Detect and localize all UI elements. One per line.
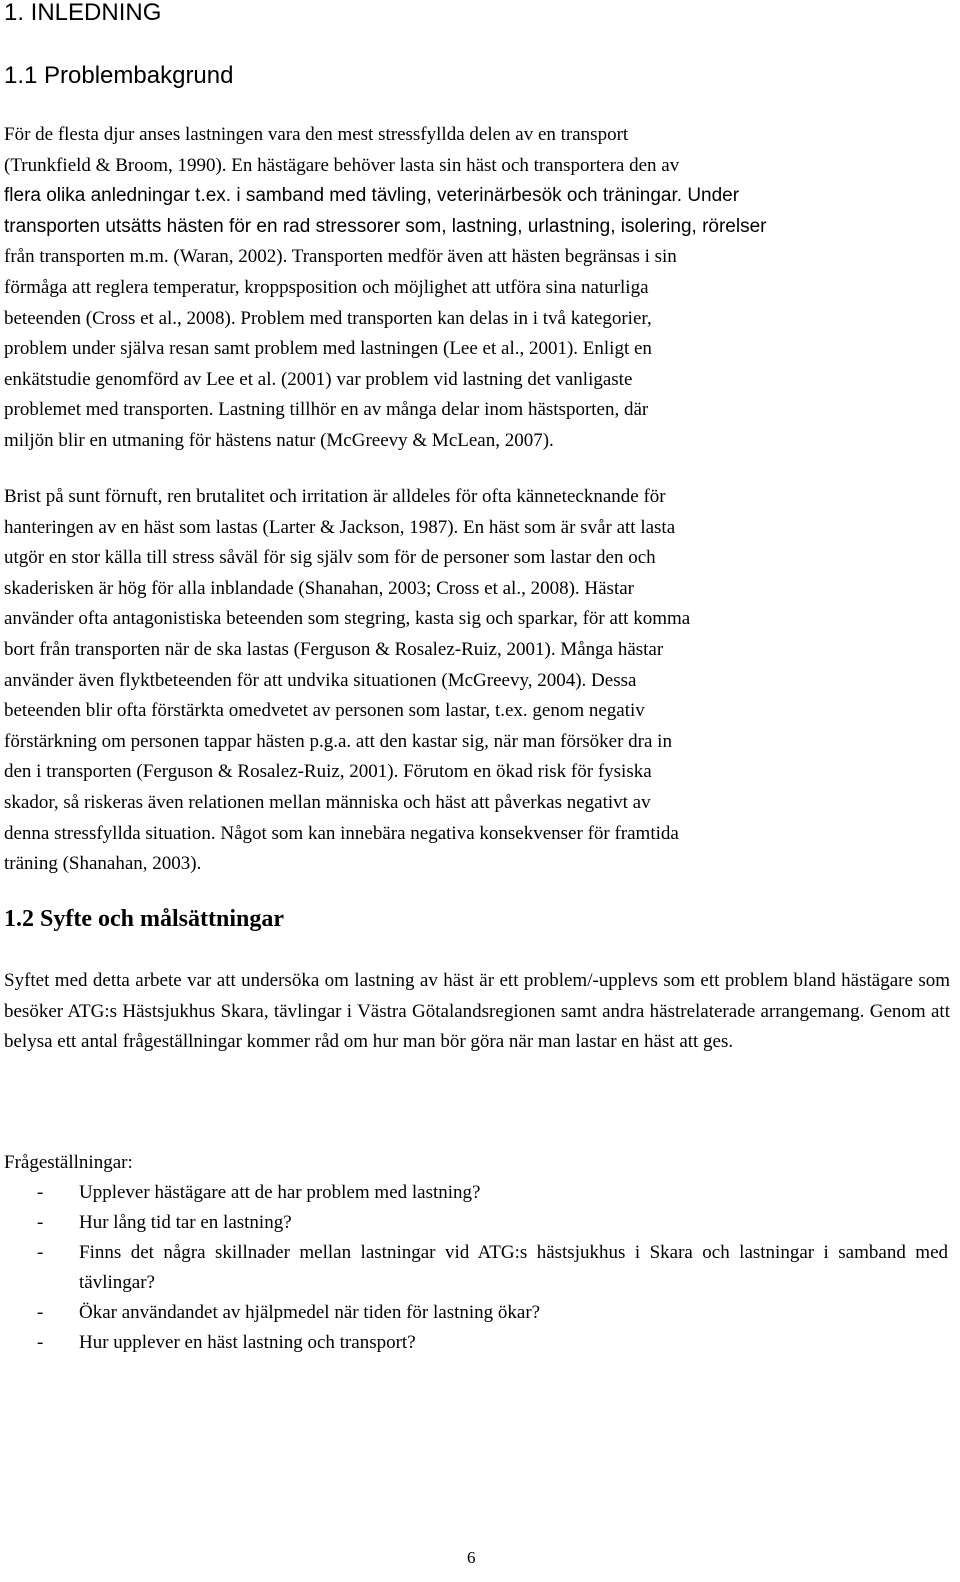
- dash-bullet: -: [37, 1332, 44, 1354]
- question-text: Finns det några skillnader mellan lastningar vid ATG:s hästsjukhus i Skara och lastningar i samband med tävlingar?: [79, 1242, 948, 1294]
- text-line: förmåga att reglera temperatur, kroppsposition och möjlighet att utföra sina naturliga: [4, 276, 649, 298]
- text-line: använder ofta antagonistiska beteenden som stegring, kasta sig och sparkar, för att komma: [4, 608, 691, 630]
- text-line: hanteringen av en häst som lastas (Larter & Jackson, 1987). En häst som är svår att lasta: [4, 516, 676, 538]
- text-line: från transporten m.m. (Waran, 2002). Transporten medför även att hästen begränsas i sin: [4, 246, 677, 268]
- paragraph-syfte: Syftet med detta arbete var att undersöka om lastning av häst är ett problem/-upplevs som ett problem bland hästägare som besöker ATG:s Hästsjukhus Skara, tävlingar i Västra Götalandsregionen samt andra hästrelaterade arrangemang. Genom att belysa ett antal frågeställningar kommer råd om hur man bör göra när man lastar en häst att ges.: [4, 970, 950, 1053]
- paragraph-lastning-problem: [4, 482, 950, 880]
- dash-bullet: -: [37, 1212, 44, 1234]
- dash-bullet: -: [37, 1302, 44, 1324]
- text-line: (Trunkfield & Broom, 1990). En hästägare behöver lasta sin häst och transportera den av: [4, 154, 680, 176]
- page-number: 6: [467, 1548, 476, 1567]
- question-text: Upplever hästägare att de har problem med lastning?: [79, 1182, 481, 1203]
- list-item: [4, 1298, 948, 1328]
- questions-label: Frågeställningar:: [4, 1152, 133, 1173]
- text-line: För de flesta djur anses lastningen vara den mest stressfyllda delen av en transport: [4, 124, 629, 145]
- text-line: problem under själva resan samt problem med lastningen (Lee et al., 2001). Enligt en: [4, 338, 652, 360]
- text-line: förstärkning om personen tappar hästen p.g.a. att den kastar sig, när man försöker dra in: [4, 730, 672, 752]
- list-item: [4, 1238, 948, 1298]
- text-line: utgör en stor källa till stress såväl för sig själv som för de personer som lastar den och: [4, 547, 656, 569]
- dash-bullet: -: [37, 1182, 44, 1203]
- list-item: [4, 1328, 948, 1358]
- text-line: denna stressfyllda situation. Något som kan innebära negativa konsekvenser för framtida: [4, 822, 679, 844]
- text-line: miljön blir en utmaning för hästens natur (McGreevy & McLean, 2007).: [4, 429, 554, 451]
- question-text: Hur upplever en häst lastning och transport?: [79, 1332, 416, 1354]
- text-line: använder även flyktbeteenden för att undvika situationen (McGreevy, 2004). Dessa: [4, 669, 637, 691]
- text-line: enkätstudie genomförd av Lee et al. (2001) var problem vid lastning det vanligaste: [4, 368, 633, 390]
- questions-list: [4, 1178, 948, 1359]
- chapter-heading: 1. INLEDNING: [4, 0, 162, 26]
- question-text: Ökar användandet av hjälpmedel när tiden för lastning ökar?: [79, 1302, 541, 1324]
- text-line: skador, så riskeras även relationen mellan människa och häst att påverkas negativt av: [4, 791, 651, 813]
- dash-bullet: -: [37, 1242, 44, 1264]
- section-heading-syfte: 1.2 Syfte och målsättningar: [4, 906, 284, 932]
- text-line: beteenden (Cross et al., 2008). Problem med transporten kan delas in i två kategorier,: [4, 307, 652, 329]
- question-text: Hur lång tid tar en lastning?: [79, 1212, 292, 1234]
- text-line: beteenden blir ofta förstärkta omedvetet av personen som lastar, t.ex. genom negativ: [4, 700, 645, 722]
- text-line: transporten utsätts hästen för en rad stressorer som, lastning, urlastning, isolering, rörelser: [4, 215, 767, 237]
- text-line: den i transporten (Ferguson & Rosalez-Ruiz, 2001). Förutom en ökad risk för fysiska: [4, 761, 652, 783]
- text-line: skaderisken är hög för alla inblandade (Shanahan, 2003; Cross et al., 2008). Hästar: [4, 577, 634, 599]
- text-line: bort från transporten när de ska lastas (Ferguson & Rosalez-Ruiz, 2001). Många hästar: [4, 638, 664, 660]
- list-item: [4, 1178, 948, 1208]
- text-line: flera olika anledningar t.ex. i samband med tävling, veterinärbesök och träningar. Under: [4, 185, 740, 207]
- text-line: träning (Shanahan, 2003).: [4, 853, 202, 875]
- section-heading-problembakgrund: 1.1 Problembakgrund: [4, 62, 234, 89]
- list-item: [4, 1208, 948, 1238]
- paragraph-problembakgrund: [4, 120, 950, 457]
- text-line: problemet med transporten. Lastning tillhör en av många delar inom hästsporten, där: [4, 399, 649, 421]
- text-line: Brist på sunt förnuft, ren brutalitet och irritation är alldeles för ofta kännetecknande för: [4, 486, 666, 507]
